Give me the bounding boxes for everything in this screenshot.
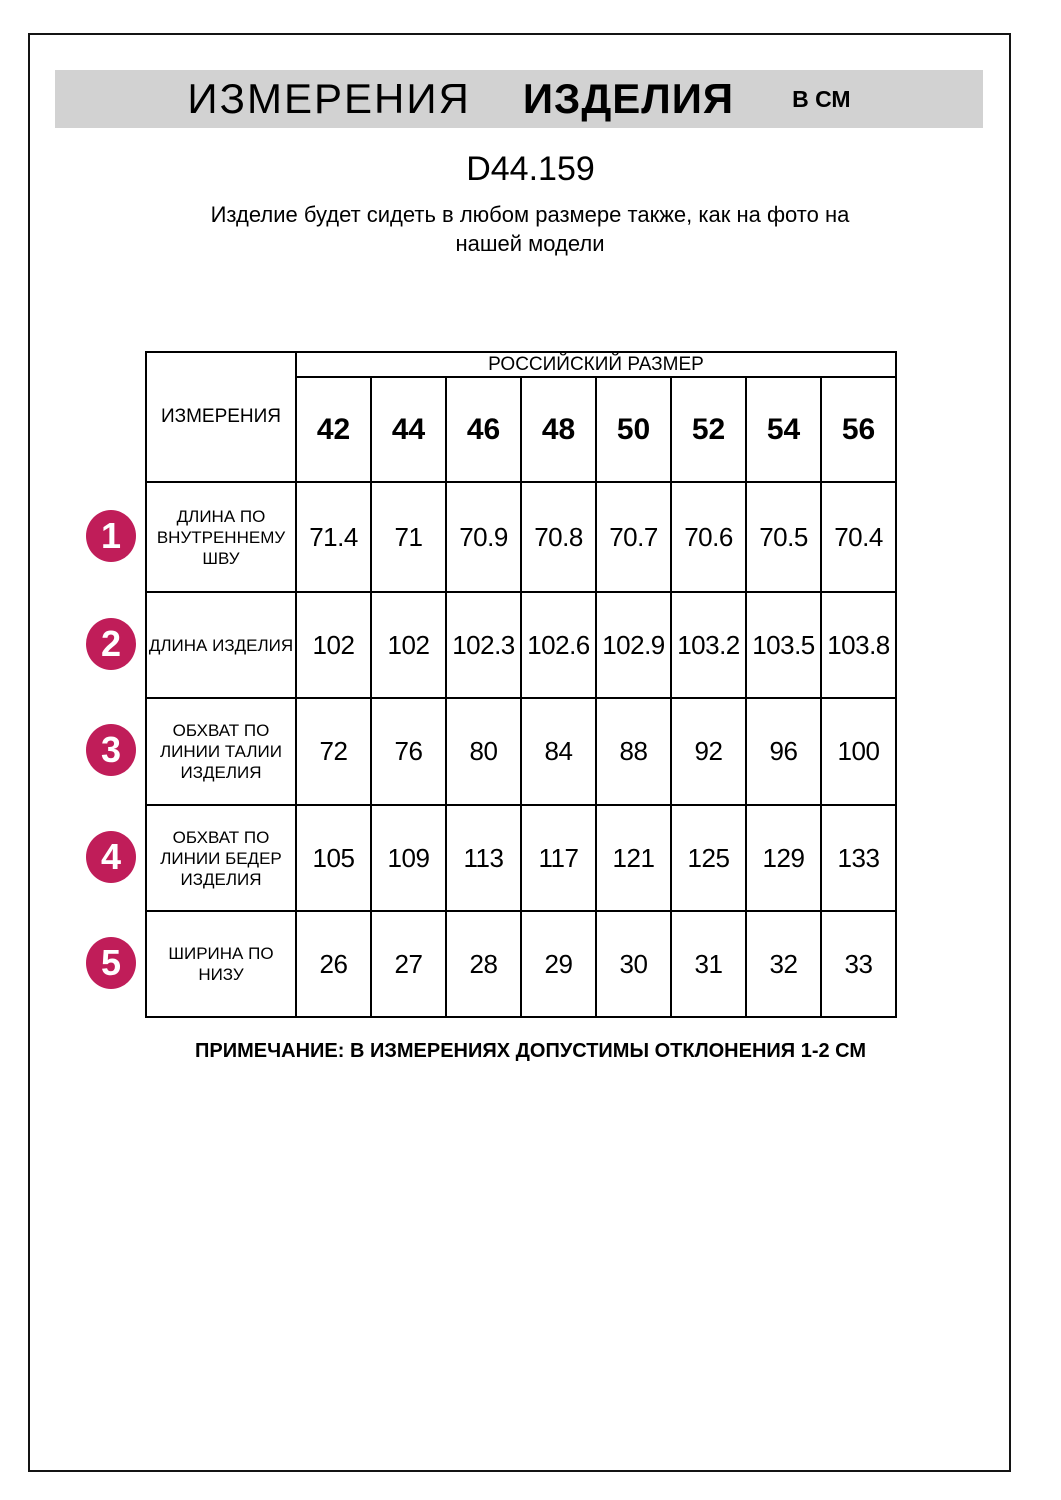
table-cell: 28 bbox=[446, 911, 521, 1017]
table-cell: 103.5 bbox=[746, 592, 821, 698]
row-number-badge-2: 2 bbox=[86, 618, 136, 670]
table-cell: 32 bbox=[746, 911, 821, 1017]
table-cell: 27 bbox=[371, 911, 446, 1017]
size-header-48: 48 bbox=[521, 377, 596, 482]
table-cell: 109 bbox=[371, 805, 446, 911]
table-cell: 103.8 bbox=[821, 592, 896, 698]
table-cell: 92 bbox=[671, 698, 746, 805]
table-cell: 70.4 bbox=[821, 482, 896, 592]
page-title-product: ИЗДЕЛИЯ bbox=[522, 75, 735, 122]
row-label-waist-girth: ОБХВАТ ПО ЛИНИИ ТАЛИИ ИЗДЕЛИЯ bbox=[146, 698, 296, 805]
row-number-badge-5: 5 bbox=[86, 937, 136, 989]
russian-size-header: РОССИЙСКИЙ РАЗМЕР bbox=[296, 352, 896, 377]
table-cell: 102.3 bbox=[446, 592, 521, 698]
size-header-44: 44 bbox=[371, 377, 446, 482]
table-cell: 102 bbox=[296, 592, 371, 698]
table-cell: 133 bbox=[821, 805, 896, 911]
table-row-hip-girth bbox=[146, 805, 896, 911]
page-title-units: В СМ bbox=[792, 85, 851, 112]
table-cell: 121 bbox=[596, 805, 671, 911]
table-cell: 33 bbox=[821, 911, 896, 1017]
table-cell: 72 bbox=[296, 698, 371, 805]
size-table bbox=[145, 351, 897, 1018]
row-number-badge-4: 4 bbox=[86, 831, 136, 883]
table-cell: 76 bbox=[371, 698, 446, 805]
table-cell: 129 bbox=[746, 805, 821, 911]
table-cell: 71.4 bbox=[296, 482, 371, 592]
table-row-bottom-width bbox=[146, 911, 896, 1017]
table-cell: 102.9 bbox=[596, 592, 671, 698]
title-bar bbox=[55, 70, 983, 128]
size-header-54: 54 bbox=[746, 377, 821, 482]
table-cell: 105 bbox=[296, 805, 371, 911]
table-cell: 80 bbox=[446, 698, 521, 805]
table-cell: 117 bbox=[521, 805, 596, 911]
size-header-56: 56 bbox=[821, 377, 896, 482]
size-header-52: 52 bbox=[671, 377, 746, 482]
table-cell: 103.2 bbox=[671, 592, 746, 698]
row-label-garment-length: ДЛИНА ИЗДЕЛИЯ bbox=[146, 592, 296, 698]
fit-subtitle: Изделие будет сидеть в любом размере также, как на фото на нашей модели bbox=[210, 202, 850, 256]
table-row-waist-girth bbox=[146, 698, 896, 805]
table-cell: 29 bbox=[521, 911, 596, 1017]
table-cell: 100 bbox=[821, 698, 896, 805]
table-cell: 31 bbox=[671, 911, 746, 1017]
row-number-badge-1: 1 bbox=[86, 510, 136, 562]
row-label-hip-girth: ОБХВАТ ПО ЛИНИИ БЕДЕР ИЗДЕЛИЯ bbox=[146, 805, 296, 911]
table-cell: 71 bbox=[371, 482, 446, 592]
table-cell: 96 bbox=[746, 698, 821, 805]
table-group-header-row bbox=[146, 352, 896, 377]
table-cell: 70.9 bbox=[446, 482, 521, 592]
table-cell: 113 bbox=[446, 805, 521, 911]
table-cell: 88 bbox=[596, 698, 671, 805]
product-code: D44.159 bbox=[466, 150, 595, 188]
table-cell: 30 bbox=[596, 911, 671, 1017]
size-header-46: 46 bbox=[446, 377, 521, 482]
table-cell: 70.8 bbox=[521, 482, 596, 592]
tolerance-note: ПРИМЕЧАНИЕ: В ИЗМЕРЕНИЯХ ДОПУСТИМЫ ОТКЛОНЕНИЯ 1-2 СМ bbox=[195, 1040, 866, 1062]
table-row-inseam-length bbox=[146, 482, 896, 592]
table-cell: 102.6 bbox=[521, 592, 596, 698]
size-header-42: 42 bbox=[296, 377, 371, 482]
table-cell: 70.7 bbox=[596, 482, 671, 592]
row-label-inseam-length: ДЛИНА ПО ВНУТРЕННЕМУ ШВУ bbox=[146, 482, 296, 592]
table-cell: 125 bbox=[671, 805, 746, 911]
row-label-bottom-width: ШИРИНА ПО НИЗУ bbox=[146, 911, 296, 1017]
table-row-garment-length bbox=[146, 592, 896, 698]
table-cell: 70.5 bbox=[746, 482, 821, 592]
table-cell: 102 bbox=[371, 592, 446, 698]
table-cell: 26 bbox=[296, 911, 371, 1017]
size-header-50: 50 bbox=[596, 377, 671, 482]
page-title-measurements: ИЗМЕРЕНИЯ bbox=[187, 75, 471, 122]
table-cell: 70.6 bbox=[671, 482, 746, 592]
table-corner-label: ИЗМЕРЕНИЯ bbox=[146, 352, 296, 482]
table-cell: 84 bbox=[521, 698, 596, 805]
row-number-badge-3: 3 bbox=[86, 724, 136, 776]
